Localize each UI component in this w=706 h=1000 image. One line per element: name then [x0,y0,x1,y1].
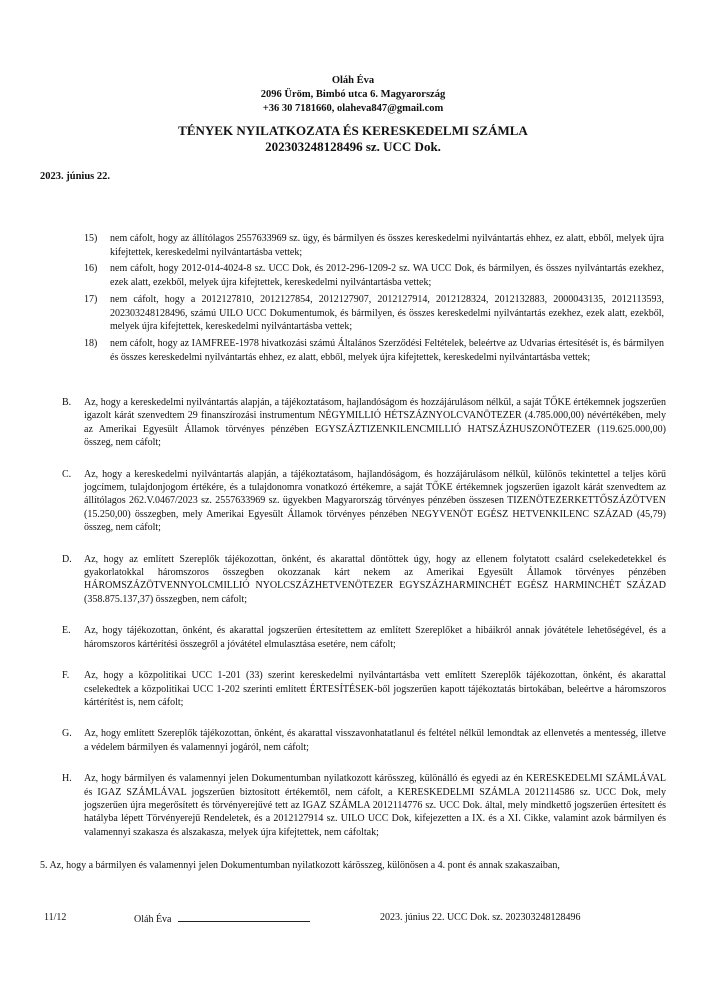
item-letter: C. [62,468,72,480]
item-letter: D. [62,553,72,565]
letterhead [0,74,706,116]
item-letter: B. [62,397,72,408]
item-text: nem cáfolt, hogy az állítólagos 2557633969 sz. ügy, és bármilyen és összes kereskedelmi nyilvántartás ehhez, ez alatt, ebből, melyek újra kifejtettek, kereskedelmi nyilvántartásba vettek; [110,233,664,258]
item-text: Az, hogy a kereskedelmi nyilvántartás alapján, a tájékoztatásom, hajlandóságom, és hozzájárulásom nélkül, különös tekintettel a teljes körű jogcímem, tulajdonjogom értékére, és a tulajdonomra vonatkozó értékemre, a saját TŐKE értékemnek jogszerűen igazolt kárát szenvedtem az állítólagos 262.V.0467/2023 sz. 2557633969 sz. ügyekben Magyarország törvényes pénzében összesen TIZENÖTEZERKETTŐSZÁZÖTVEN (15.250,00) összegben, mely Amerikai Egyesült Államok törvényes pénzében NEGYVENÖT EGÉSZ HETVENKILENC SZÁZAD (45,79) összeg, nem cáfolt; [84,468,666,534]
numbered-item [84,232,664,259]
item-text: nem cáfolt, hogy 2012-014-4024-8 sz. UCC Dok, és 2012-296-1209-2 sz. WA UCC Dok, és bármilyen, és összes nyilvántartás ezekhez, ezek alatt, ezekből, melyek újra kifejtettek, kereskedelmi nyilvántartásba vettek; [110,263,664,289]
title-line-2: 202303248128496 sz. UCC Dok. [265,139,441,154]
item-text: Az, hogy tájékozottan, önként, és akarattal jogszerűen értesítettem az említett Szereplőket a hibáikról annak jóvátétele lehetőségével, és a háromszoros kártérítési összegről a jóvátétel elmulasztása esetére, nem cáfolt; [84,625,666,650]
numbered-item [84,337,664,364]
document-title [0,123,706,155]
lettered-item-b [62,396,666,450]
lettered-item-d [62,553,666,607]
item-letter: G. [62,728,72,740]
sender-name: Oláh Éva [331,75,375,86]
item-letter: F. [62,670,70,682]
item-text: Az, hogy említett Szereplők tájékozottan, önként, és akarattal visszavonhatatlanul és feltétel nélkül lemondtak az ellenvetés a mentesség, illetve a védelem bármilyen és valamennyi jogáról, nem cáfolt; [84,728,666,753]
signer-name: Oláh Éva [134,914,172,925]
lettered-item-c [62,468,666,535]
footer-reference: 2023. június 22. UCC Dok. sz. 202303248128496 [380,912,581,923]
item-number: 18) [84,337,98,349]
item-text: nem cáfolt, hogy az IAMFREE-1978 hivatkozási számú Általános Szerződési Feltételek, beleértve az Udvarias értesítését is, és bármilyen és összes kereskedelmi nyilvántartás ehhez, ez alatt, ebből, melyek újra kifejtettek, kereskedelmi nyilvántartásba vettek; [110,337,664,363]
title-line-1: TÉNYEK NYILATKOZATA ÉS KERESKEDELMI SZÁMLA [178,123,528,138]
signature-line [178,912,310,922]
signature-block [134,912,310,925]
item-text: Az, hogy a közpolitikai UCC 1-201 (33) szerint kereskedelmi nyilvántartásba vett említett Szereplők tájékozottan, önként, és akarattal cselekedtek a közpolitikai UCC 1-202 szerinti említett ÉRTESÍTÉSEK-ből jogszerűen kapott tájékoztatás birtokában, beleértve a háromszoros kártérítést is, nem cáfolt; [84,670,666,708]
sender-address: 2096 Üröm, Bimbó utca 6. Magyarország [260,89,446,100]
point-5-paragraph: 5. Az, hogy a bármilyen és valamennyi jelen Dokumentumban nyilatkozott kárösszeg, különösen a 4. pont és annak szakaszaiban, [40,860,560,871]
item-text: Az, hogy az említett Szereplők tájékozottan, önként, és akarattal döntöttek úgy, hogy az ellenem folytatott csalárd cselekedetekkel és gyakorlatokkal háromszoros összegben okozzanak kárt nekem az Amerikai Egyesült Államok törvényes pénzében HÁROMSZÁZÖTVENNYOLCMILLIÓ NYOLCSZÁZHETVENÖTEZER EGYSZÁZHARMINCHÉT EGÉSZ HARMINCHÉT SZÁZAD (358.875.137,37) összegben, nem cáfolt; [84,553,666,605]
lettered-item-h [62,772,666,839]
numbered-list [84,232,664,367]
item-text: Az, hogy bármilyen és valamennyi jelen Dokumentumban nyilatkozott kárösszeg, különálló és egyedi az én KERESKEDELMI SZÁMLÁVAL és IGAZ SZÁMLÁVAL jogszerűen biztosított értékemtől, nem cáfolt, a KERESKEDELMI SZÁMLA 2012114586 sz. UCC Dok, mely jogszerűen újra megerősített és törvényerejűvé tett az IGAZ SZÁMLA 2012114776 sz. UCC Dok. által, mely mindkettő jogszerűen értesített és hatályba lépett Törvényerejű Rendeletek, és a 2012127914 sz. UILO UCC Dok, kifejezetten a IX. és a XI. Cikke, valamint azok bármilyen és valamennyi szakasza és alszakasza, melyek újra kifejtettek, nem cáfoltak; [84,773,666,838]
numbered-item [84,293,664,334]
lettered-item-g [62,727,666,754]
item-letter: H. [62,773,72,785]
lettered-item-f [62,669,666,709]
item-number: 17) [84,293,98,305]
item-text: nem cáfolt, hogy a 2012127810, 2012127854, 2012127907, 2012127914, 2012128324, 2012132883, 2000043135, 2012113593, 202303248128496, számú UILO UCC Dokumentumok, és bármilyen, és összes kereskedelmi nyilvántartás ezekhez, ezek alatt, ezekből, melyek újra kifejtettek, kereskedelmi nyilvántartásba vettek; [110,293,664,333]
lettered-item-e [62,624,666,651]
item-number: 16) [84,263,98,275]
item-letter: E. [62,625,71,637]
page-number: 11/12 [44,912,67,923]
lettered-list [62,396,666,857]
numbered-item [84,262,664,289]
document-date: 2023. június 22. [40,171,111,182]
sender-contact: +36 30 7181660, olaheva847@gmail.com [262,103,444,114]
item-number: 15) [84,233,98,244]
item-text: Az, hogy a kereskedelmi nyilvántartás alapján, a tájékoztatásom, hajlandóságom és hozzájárulásom nélkül, a saját TŐKE értékemnek jogszerűen igazolt kárát szenvedtem 29 finanszírozási instrumentum NÉGYMILLIÓ HÉTSZÁZNYOLCVANÖTEZER (4.785.000,00) névértékében, mely az Amerikai Egyesült Államok törvényes pénzében EGYSZÁZTIZENKILENCMILLIÓ HATSZÁZHUSZONÖTEZER (119.625.000,00) összeg, nem cáfolt; [84,397,666,449]
